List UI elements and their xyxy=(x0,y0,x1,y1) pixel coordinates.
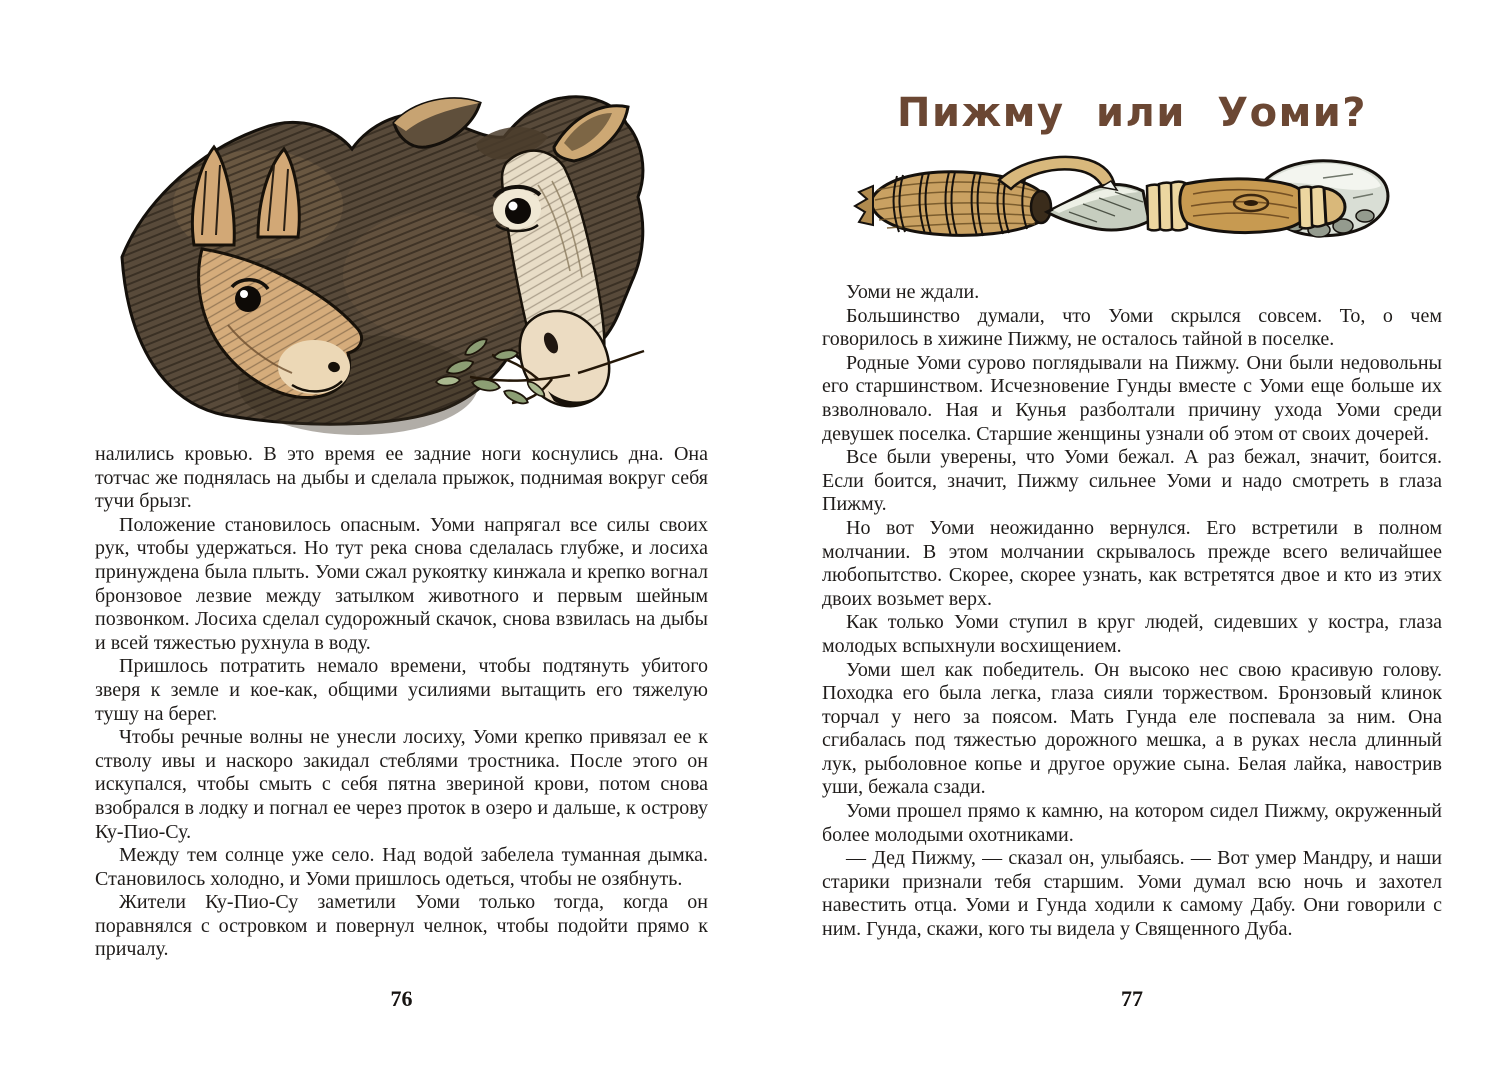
paragraph: Жители Ку-Пио-Су заметили Уоми только тогда, когда он поравнялся с островком и повернул челнок, чтобы подойти прямо к причалу. xyxy=(95,891,708,961)
paragraph: Между тем солнце уже село. Над водой забелела туманная дымка. Становилось холодно, и Уоми пришлось одеться, чтобы не озябнуть. xyxy=(95,844,708,890)
flint-knife-and-sheath-illustration xyxy=(853,150,1393,255)
chapter-title: Пижму или Уоми? xyxy=(896,90,1368,136)
paragraph: Уоми прошел прямо к камню, на котором сидел Пижму, окруженный более молодыми охотниками. xyxy=(822,800,1442,846)
paragraph: налились кровью. В это время ее задние ноги коснулись дна. Она тотчас же поднялась на дыбы и сделала прыжок, поднимая вокруг себя тучи брызг. xyxy=(95,443,708,513)
paragraph: Уоми шел как победитель. Он высоко нес свою красивую голову. Походка его была легка, глаза сияли торжеством. Бронзовый клинок торчал у него за поясом. Мать Гунда еле поспевала за ним. Она сгибалась под тяжестью дорожного мешка, а в руках несла длинный лук, рыболовное копье и другое оружие сына. Белая лайка, навострив уши, бежала сзади. xyxy=(822,658,1442,799)
paragraph: Положение становилось опасным. Уоми напрягал все силы своих рук, чтобы удержаться. Но тут река снова сделалась глубже, и лосиха принуждена была плыть. Уоми сжал рукоятку кинжала и крепко вогнал бронзовое лезвие между затылком животного и первым шейным позвонком. Лосиха сделал судорожный скачок, снова взвилась на дыбы и всей тяжестью рухнула в воду. xyxy=(95,513,708,654)
flint-blade xyxy=(1047,181,1149,230)
paragraph: Уоми не ждали. xyxy=(846,281,980,303)
paragraph: Родные Уоми сурово поглядывали на Пижму. Они были недовольны его старшинством. Исчезновение Гунды вместе с Уоми еще больше их взволновало. Ная и Кунья разболтали причину ухода Уоми среди девушек поселка. Старшие женщины узнали об этом от своих дочерей. xyxy=(822,351,1442,445)
paragraph: — Дед Пижму, — сказал он, улыбаясь. — Вот умер Мандру, и наши старики признали тебя старшим. Уоми думал всю ночь и захотел навестить отца. Уоми и Гунда ходили к самому Дабу. Они говорили с ним. Гунда, скажи, кого ты видела у Священного Дуба. xyxy=(822,847,1442,941)
page-number-left: 76 xyxy=(390,986,413,1011)
paragraph: Большинство думали, что Уоми скрылся совсем. То, о чем говорилось в хижине Пижму, не осталось тайной в поселке. xyxy=(822,304,1442,351)
page-number-right: 77 xyxy=(1121,986,1143,1011)
right-page-text xyxy=(822,281,1442,942)
paragraph: Чтобы речные волны не унесли лосиху, Уоми крепко привязал ее к стволу ивы и наскоро закидал стеблями тростника. После этого он искупался, чтобы смыть с себя пятна звериной крови, потом снова взобрался в лодку и погнал ее через проток в озеро и дальше, к острову Ку-Пио-Су. xyxy=(95,726,708,843)
moose-cow-and-calf-illustration xyxy=(108,85,703,435)
paragraph: Пришлось потратить немало времени, чтобы подтянуть убитого зверя к земле и кое-как, общими усилиями вытащить его тяжелую тушу на берег. xyxy=(95,655,708,725)
paragraph: Все были уверены, что Уоми бежал. А раз бежал, значит, боится. Если боится, значит, Пижму сильнее Уоми и надо смотреть в глаза Пижму. xyxy=(822,446,1442,516)
paragraph: Но вот Уоми неожиданно вернулся. Его встретили в полном молчании. В этом молчании скрывалось прежде всего величайшее любопытство. Скорее, скорее узнать, как встретятся двое и кто из этих двоих возьмет верх. xyxy=(822,516,1442,610)
wooden-handle xyxy=(1180,179,1345,233)
left-page-text xyxy=(95,443,708,962)
paragraph: Как только Уоми ступил в круг людей, сидевших у костра, глаза молодых вспыхнули восхищением. xyxy=(822,611,1442,657)
